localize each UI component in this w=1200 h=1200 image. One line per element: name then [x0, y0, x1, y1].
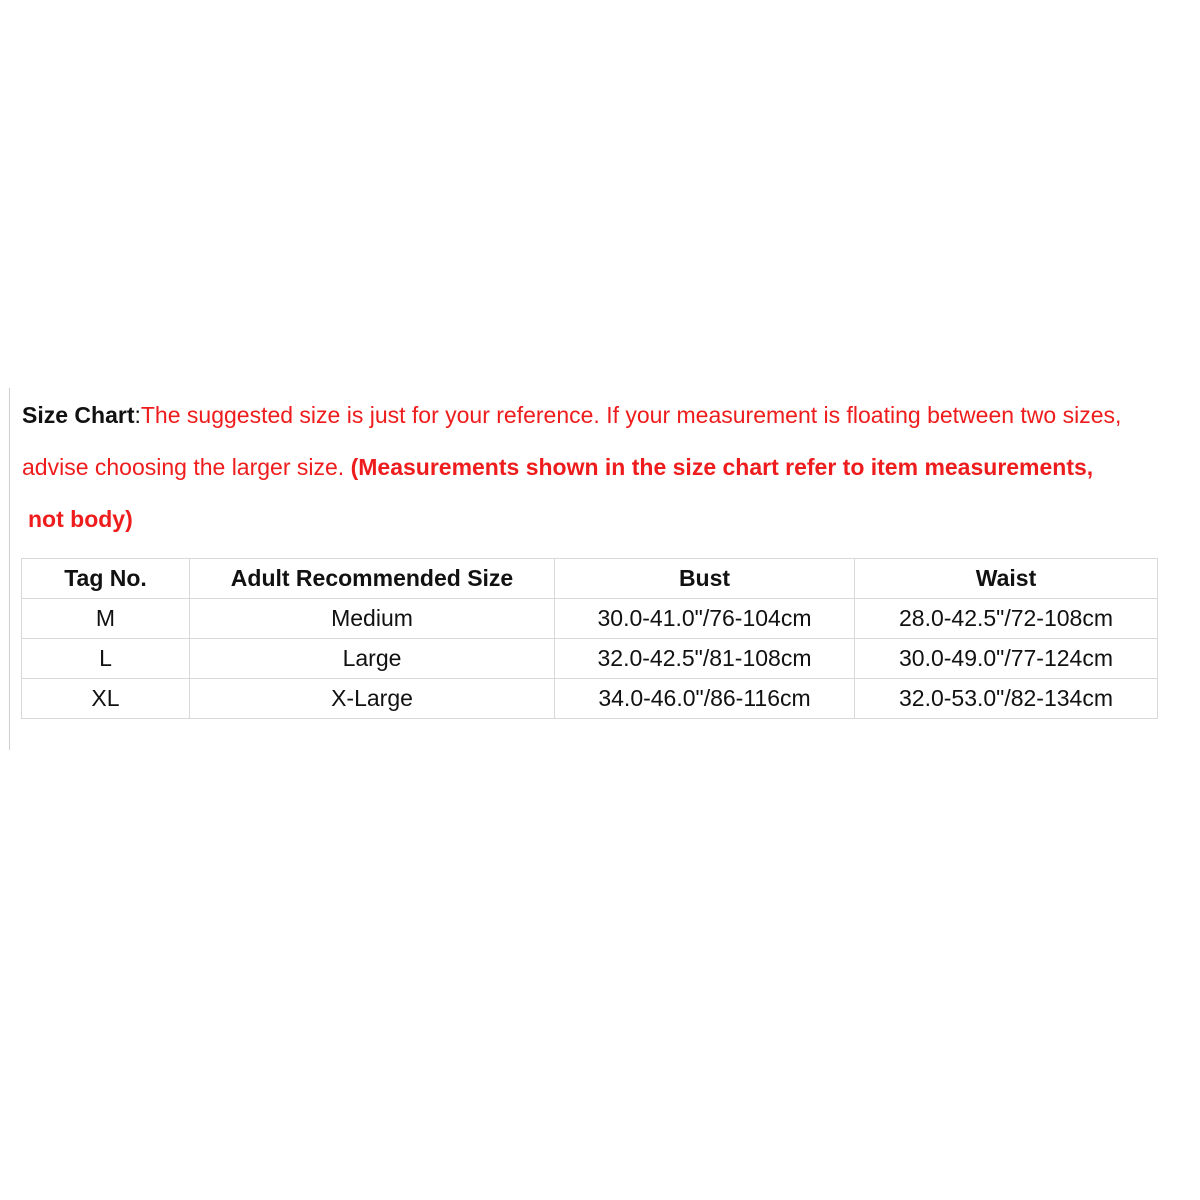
cell-size: Large [190, 639, 555, 679]
cell-size: X-Large [190, 679, 555, 719]
cell-bust: 30.0-41.0"/76-104cm [555, 599, 855, 639]
left-divider [9, 388, 10, 750]
cell-tag: L [22, 639, 190, 679]
cell-waist: 32.0-53.0"/82-134cm [855, 679, 1158, 719]
cell-bust: 34.0-46.0"/86-116cm [555, 679, 855, 719]
size-chart-label: Size Chart [22, 402, 135, 428]
table-row [22, 639, 1158, 679]
cell-tag: M [22, 599, 190, 639]
cell-size: Medium [190, 599, 555, 639]
header-adult-recommended-size: Adult Recommended Size [190, 559, 555, 599]
table-row [22, 599, 1158, 639]
size-table [21, 558, 1158, 719]
size-advice-text: The suggested size is just for your reference. If your measurement is floating between two sizes, advise choosing the larger size. [22, 402, 1122, 480]
label-separator: : [134, 402, 141, 428]
cell-waist: 28.0-42.5"/72-108cm [855, 599, 1158, 639]
cell-bust: 32.0-42.5"/81-108cm [555, 639, 855, 679]
table-row [22, 679, 1158, 719]
header-tag-no: Tag No. [22, 559, 190, 599]
measurement-note-end: not body) [28, 506, 133, 532]
table-header-row [22, 559, 1158, 599]
header-waist: Waist [855, 559, 1158, 599]
size-chart-intro [22, 389, 1182, 545]
cell-waist: 30.0-49.0"/77-124cm [855, 639, 1158, 679]
cell-tag: XL [22, 679, 190, 719]
measurement-note: (Measurements shown in the size chart refer to item measurements, [350, 454, 1094, 480]
header-bust: Bust [555, 559, 855, 599]
